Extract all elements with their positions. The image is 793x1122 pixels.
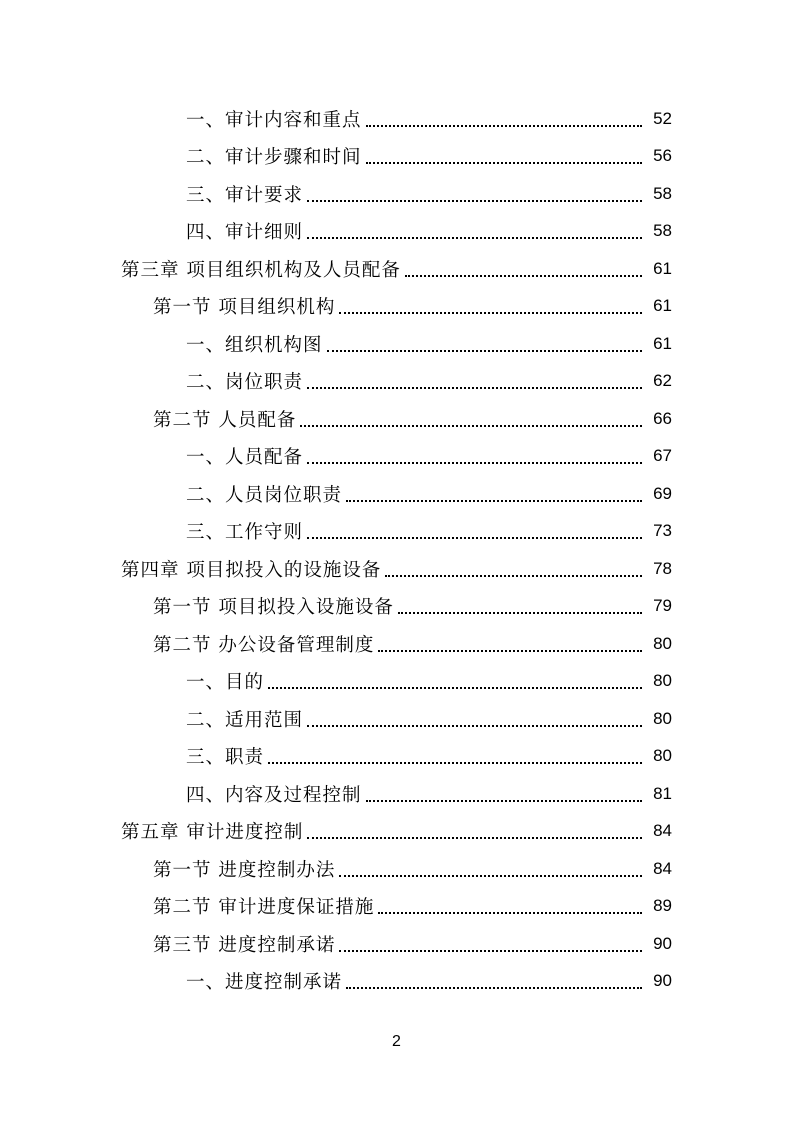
toc-dot-leader xyxy=(346,500,642,502)
toc-entry-chapter[interactable] xyxy=(0,813,793,851)
toc-dot-leader xyxy=(339,950,642,952)
toc-entry-title: 四、审计细则 xyxy=(186,222,304,244)
toc-entry-title: 第一节 项目组织机构 xyxy=(153,297,336,319)
toc-entry-item[interactable] xyxy=(0,475,793,513)
toc-entry-item[interactable] xyxy=(0,513,793,551)
toc-entry-page-number: 73 xyxy=(653,521,672,541)
toc-entry-page-number: 67 xyxy=(653,446,672,466)
toc-dot-leader xyxy=(307,837,642,839)
toc-entry-page-number: 78 xyxy=(653,558,672,578)
toc-entry-chapter[interactable] xyxy=(0,250,793,288)
toc-entry-title: 第四章 项目拟投入的设施设备 xyxy=(121,559,382,581)
toc-dot-leader xyxy=(378,912,642,914)
toc-dot-leader xyxy=(307,200,642,202)
toc-entry-section[interactable] xyxy=(0,588,793,626)
toc-dot-leader xyxy=(307,237,642,239)
toc-dot-leader xyxy=(307,537,642,539)
toc-dot-leader xyxy=(378,650,642,652)
toc-entry-page-number: 62 xyxy=(653,371,672,391)
toc-dot-leader xyxy=(339,875,642,877)
toc-entry-page-number: 90 xyxy=(653,933,672,953)
toc-entry-page-number: 81 xyxy=(653,783,672,803)
toc-entry-title: 第三章 项目组织机构及人员配备 xyxy=(121,259,401,281)
toc-entry-page-number: 61 xyxy=(653,296,672,316)
toc-entry-item[interactable] xyxy=(0,138,793,176)
toc-entry-page-number: 61 xyxy=(653,333,672,353)
page-number: 2 xyxy=(392,1033,401,1050)
toc-dot-leader xyxy=(327,350,642,352)
toc-entry-item[interactable] xyxy=(0,100,793,138)
toc-entry-title: 第五章 审计进度控制 xyxy=(121,822,304,844)
toc-entry-page-number: 56 xyxy=(653,146,672,166)
toc-entry-title: 三、审计要求 xyxy=(186,184,304,206)
toc-dot-leader xyxy=(339,312,642,314)
toc-entry-page-number: 61 xyxy=(653,258,672,278)
toc-entry-chapter[interactable] xyxy=(0,550,793,588)
toc-entry-item[interactable] xyxy=(0,213,793,251)
toc-entry-title: 第二节 审计进度保证措施 xyxy=(153,897,375,919)
toc-dot-leader xyxy=(307,387,642,389)
toc-dot-leader xyxy=(385,575,642,577)
toc-entry-page-number: 66 xyxy=(653,408,672,428)
toc-entry-section[interactable] xyxy=(0,288,793,326)
toc-dot-leader xyxy=(366,162,642,164)
toc-dot-leader xyxy=(346,987,642,989)
toc-entry-item[interactable] xyxy=(0,963,793,1001)
toc-dot-leader xyxy=(366,125,642,127)
toc-entry-title: 第一节 进度控制办法 xyxy=(153,859,336,881)
toc-entry-page-number: 80 xyxy=(653,633,672,653)
toc-entry-title: 一、审计内容和重点 xyxy=(186,109,362,131)
toc-entry-title: 二、适用范围 xyxy=(186,709,304,731)
toc-entry-page-number: 84 xyxy=(653,858,672,878)
toc-entry-title: 第三节 进度控制承诺 xyxy=(153,934,336,956)
toc-entry-item[interactable] xyxy=(0,325,793,363)
toc-entry-page-number: 80 xyxy=(653,708,672,728)
toc-entry-item[interactable] xyxy=(0,775,793,813)
toc-entry-title: 二、人员岗位职责 xyxy=(186,484,343,506)
toc-entry-title: 第二节 人员配备 xyxy=(153,409,297,431)
toc-entry-title: 第一节 项目拟投入设施设备 xyxy=(153,597,394,619)
toc-entry-title: 一、进度控制承诺 xyxy=(186,972,343,994)
toc-dot-leader xyxy=(307,462,642,464)
toc-entry-page-number: 79 xyxy=(653,596,672,616)
table-of-contents xyxy=(0,100,793,1000)
toc-entry-section[interactable] xyxy=(0,925,793,963)
toc-dot-leader xyxy=(268,687,642,689)
toc-entry-page-number: 52 xyxy=(653,108,672,128)
toc-entry-title: 第二节 办公设备管理制度 xyxy=(153,634,375,656)
toc-entry-section[interactable] xyxy=(0,888,793,926)
toc-entry-page-number: 80 xyxy=(653,746,672,766)
toc-entry-page-number: 58 xyxy=(653,183,672,203)
toc-entry-title: 一、人员配备 xyxy=(186,447,304,469)
toc-entry-item[interactable] xyxy=(0,700,793,738)
toc-entry-section[interactable] xyxy=(0,850,793,888)
toc-entry-title: 三、职责 xyxy=(186,747,265,769)
toc-entry-page-number: 58 xyxy=(653,221,672,241)
toc-entry-page-number: 80 xyxy=(653,671,672,691)
toc-dot-leader xyxy=(405,275,642,277)
toc-entry-section[interactable] xyxy=(0,400,793,438)
toc-entry-item[interactable] xyxy=(0,363,793,401)
toc-entry-title: 一、目的 xyxy=(186,672,265,694)
toc-entry-title: 一、组织机构图 xyxy=(186,334,323,356)
toc-entry-page-number: 84 xyxy=(653,821,672,841)
toc-entry-title: 二、审计步骤和时间 xyxy=(186,147,362,169)
toc-entry-title: 四、内容及过程控制 xyxy=(186,784,362,806)
toc-dot-leader xyxy=(398,612,642,614)
toc-entry-section[interactable] xyxy=(0,625,793,663)
toc-entry-item[interactable] xyxy=(0,738,793,776)
toc-dot-leader xyxy=(307,725,642,727)
toc-entry-item[interactable] xyxy=(0,663,793,701)
toc-dot-leader xyxy=(300,425,642,427)
toc-entry-title: 二、岗位职责 xyxy=(186,372,304,394)
toc-dot-leader xyxy=(366,800,642,802)
toc-dot-leader xyxy=(268,762,642,764)
toc-entry-page-number: 69 xyxy=(653,483,672,503)
toc-entry-item[interactable] xyxy=(0,175,793,213)
toc-entry-title: 三、工作守则 xyxy=(186,522,304,544)
toc-entry-page-number: 89 xyxy=(653,896,672,916)
toc-entry-page-number: 90 xyxy=(653,971,672,991)
toc-entry-item[interactable] xyxy=(0,438,793,476)
